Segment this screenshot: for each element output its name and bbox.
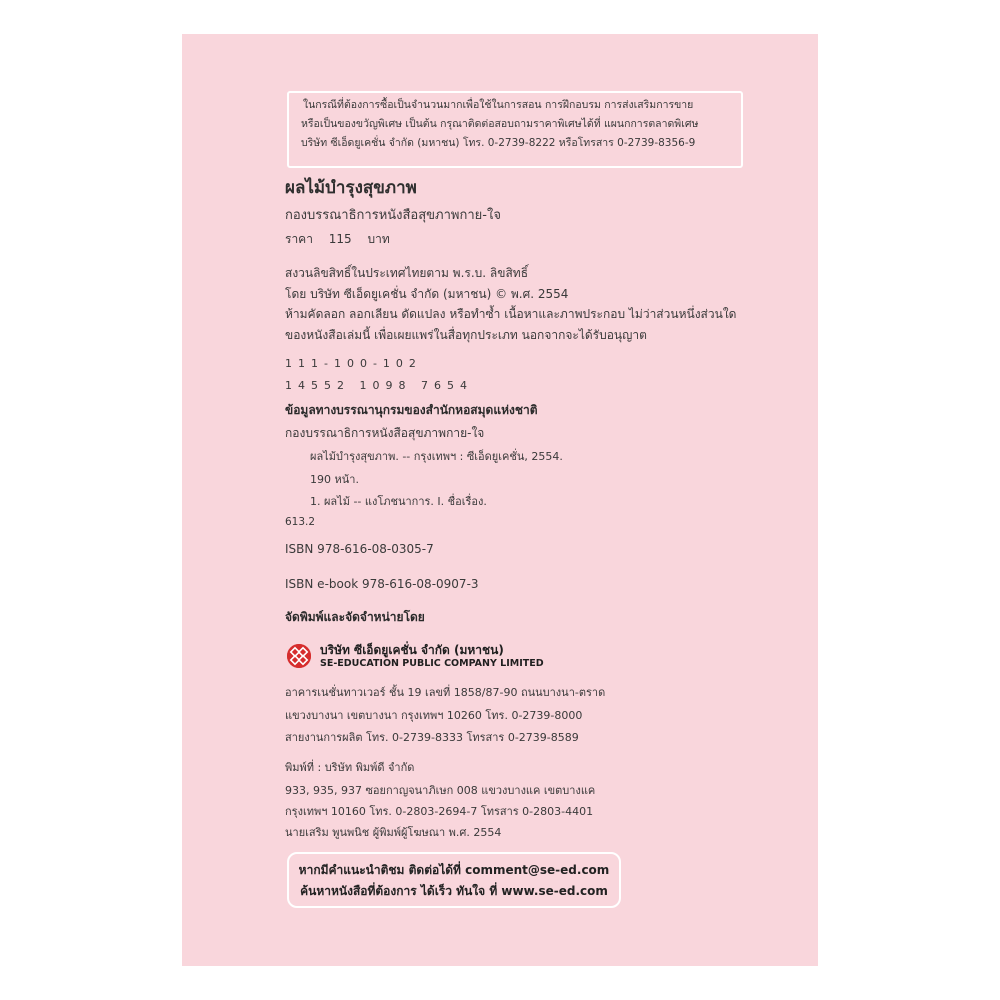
book-title: ผลไม้บำรุงสุขภาพ bbox=[285, 178, 417, 198]
publisher-heading: จัดพิมพ์และจัดจำหน่ายโดย bbox=[285, 610, 425, 624]
notice-line-3: บริษัท ซีเอ็ดยูเคชั่น จำกัด (มหาชน) โทร. 0-2739-8222 หรือโทรสาร 0-2739-8356-9 bbox=[301, 137, 696, 149]
price-value: 115 bbox=[328, 232, 352, 246]
book-price bbox=[285, 230, 390, 249]
code-line-2: 14552 1098 7654 bbox=[285, 379, 473, 392]
class-number: 613.2 bbox=[285, 516, 316, 528]
contact-box bbox=[287, 852, 621, 908]
isbn-ebook: ISBN e-book 978-616-08-0907-3 bbox=[285, 577, 479, 591]
bulk-purchase-notice bbox=[287, 91, 743, 168]
cip-line-1: ผลไม้บำรุงสุขภาพ. -- กรุงเทพฯ : ซีเอ็ดยูเคชั่น, 2554. bbox=[310, 450, 563, 463]
contact-website: ค้นหาหนังสือที่ต้องการ ได้เร็ว ทันใจ ที่ www.se-ed.com bbox=[300, 884, 608, 898]
rights-line-2: โดย บริษัท ซีเอ็ดยูเคชั่น จำกัด (มหาชน) © พ.ศ. 2554 bbox=[285, 286, 569, 301]
rights-line-1: สงวนลิขสิทธิ์ในประเทศไทยตาม พ.ร.บ. ลิขสิทธิ์ bbox=[285, 266, 529, 280]
code-line-1: 111-100-102 bbox=[285, 357, 422, 370]
copyright-page bbox=[182, 34, 818, 966]
se-ed-logo-icon bbox=[287, 644, 311, 668]
notice-line-2: หรือเป็นของขวัญพิเศษ เป็นต้น กรุณาติดต่อสอบถามราคาพิเศษได้ที่ แผนกการตลาดพิเศษ bbox=[301, 118, 699, 130]
cip-heading: ข้อมูลทางบรรณานุกรมของสำนักหอสมุดแห่งชาติ bbox=[285, 403, 538, 417]
publisher-address-2: แขวงบางนา เขตบางนา กรุงเทพฯ 10260 โทร. 0-2739-8000 bbox=[285, 709, 583, 722]
rights-line-4: ของหนังสือเล่มนี้ เพื่อเผยแพร่ในสื่อทุกประเภท นอกจากจะได้รับอนุญาต bbox=[285, 327, 647, 342]
notice-line-1: ในกรณีที่ต้องการซื้อเป็นจำนวนมากเพื่อใช้ในการสอน การฝึกอบรม การส่งเสริมการขาย bbox=[303, 99, 694, 111]
printer-publisher: นายเสริม พูนพนิช ผู้พิมพ์ผู้โฆษณา พ.ศ. 2554 bbox=[285, 826, 502, 839]
publisher-name-en: SE-EDUCATION PUBLIC COMPANY LIMITED bbox=[320, 658, 544, 669]
price-label: ราคา bbox=[285, 232, 313, 246]
cip-author: กองบรรณาธิการหนังสือสุขภาพกาย-ใจ bbox=[285, 426, 485, 440]
printer-address-2: กรุงเทพฯ 10160 โทร. 0-2803-2694-7 โทรสาร 0-2803-4401 bbox=[285, 805, 594, 818]
publisher-name-th: บริษัท ซีเอ็ดยูเคชั่น จำกัด (มหาชน) bbox=[320, 643, 504, 657]
isbn: ISBN 978-616-08-0305-7 bbox=[285, 542, 434, 556]
cip-line-3: 1. ผลไม้ -- แงโภชนาการ. I. ชื่อเรื่อง. bbox=[310, 495, 487, 508]
printer-address-1: 933, 935, 937 ซอยกาญจนาภิเษก 008 แขวงบางแค เขตบางแค bbox=[285, 784, 596, 797]
cip-line-2: 190 หน้า. bbox=[310, 473, 359, 486]
contact-feedback: หากมีคำแนะนำติชม ติดต่อได้ที่ comment@se-ed.com bbox=[298, 863, 610, 877]
price-unit: บาท bbox=[367, 232, 390, 246]
printer-heading: พิมพ์ที่ : บริษัท พิมพ์ดี จำกัด bbox=[285, 761, 415, 774]
rights-line-3: ห้ามคัดลอก ลอกเลียน ดัดแปลง หรือทำซ้ำ เนื้อหาและภาพประกอบ ไม่ว่าส่วนหนึ่งส่วนใด bbox=[285, 307, 737, 321]
publisher-address-1: อาคารเนชั่นทาวเวอร์ ชั้น 19 เลขที่ 1858/87-90 ถนนบางนา-ตราด bbox=[285, 686, 606, 699]
book-editor: กองบรรณาธิการหนังสือสุขภาพกาย-ใจ bbox=[285, 208, 501, 223]
publisher-production: สายงานการผลิต โทร. 0-2739-8333 โทรสาร 0-2739-8589 bbox=[285, 731, 579, 744]
copyright-notice bbox=[285, 263, 736, 345]
